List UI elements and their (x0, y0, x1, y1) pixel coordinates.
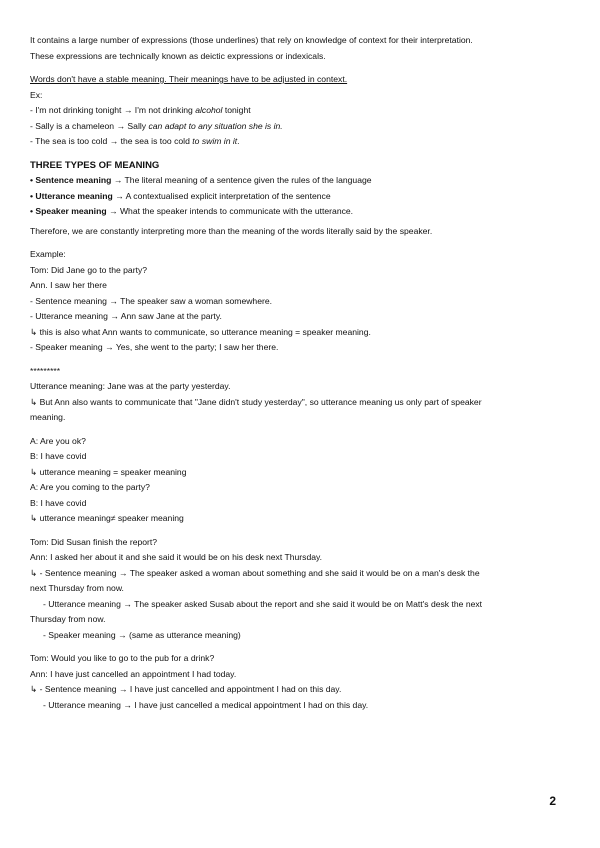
note-line: ↳ But Ann also wants to communicate that "Jane didn't study yesterday", so utterance meaning us only part of speaker (30, 396, 482, 407)
separator: ********* (30, 365, 61, 376)
dialogue-line: ↳ utterance meaning = speaker meaning (30, 466, 187, 477)
dialogue-line: - Utterance meaning → The speaker asked Susab about the report and she said it would be on Matt's desk the next (43, 598, 483, 609)
dialogue-line: A: Are you coming to the party? (30, 482, 150, 492)
dialogue-line: Ann: I have just cancelled an appointment I had today. (30, 668, 237, 679)
example-line: - I'm not drinking tonight → I'm not drinking alcohol tonight (30, 105, 251, 115)
example-line: ↳ this is also what Ann wants to communicate, so utterance meaning = speaker meaning. (30, 326, 371, 337)
dialogue-line: Tom: Would you like to go to the pub for a drink? (30, 653, 215, 663)
intro-line-2: These expressions are technically known as deictic expressions or indexicals. (30, 50, 326, 61)
note-line: Utterance meaning: Jane was at the party yesterday. (30, 381, 231, 391)
example-line: Ann. I saw her there (30, 280, 107, 290)
example-label: Example: (30, 249, 66, 259)
therefore-line: Therefore, we are constantly interpreting more than the meaning of the words literally said by the speaker. (30, 225, 433, 236)
dialogue-line: ↳ utterance meaning≠ speaker meaning (30, 513, 184, 523)
document-page (30, 33, 575, 713)
dialogue-line: B: I have covid (30, 451, 87, 461)
dialogue-line: next Thursday from now. (30, 583, 124, 593)
dialogue-line: ↳ - Sentence meaning → I have just cancelled and appointment I had on this day. (30, 684, 342, 694)
dialogue-line: ↳ - Sentence meaning → The speaker asked a woman about something and she said it would be on a man's desk the (30, 567, 480, 578)
intro-line-1: It contains a large number of expressions (those underlines) that rely on knowledge of context for their interpretation. (30, 35, 473, 45)
example-line: - Sally is a chameleon → Sally can adapt to any situation she is in. (30, 120, 283, 131)
example-line: - Utterance meaning → Ann saw Jane at the party. (30, 311, 222, 321)
dialogue-line: - Utterance meaning → I have just cancelled a medical appointment I had on this day. (43, 699, 369, 710)
dialogue-line: Ann: I asked her about it and she said it would be on his desk next Thursday. (30, 552, 323, 562)
dialogue-line: Thursday from now. (30, 614, 106, 624)
words-statement: Words don't have a stable meaning. Their meanings have to be adjusted in context. (30, 74, 348, 84)
example-line: Tom: Did Jane go to the party? (30, 264, 148, 275)
meaning-type-item: • Sentence meaning → The literal meaning of a sentence given the rules of the language (30, 175, 372, 185)
note-line: meaning. (30, 412, 66, 422)
page-number: 2 (549, 794, 556, 808)
example-line: - Speaker meaning → Yes, she went to the party; I saw her there. (30, 342, 279, 352)
example-line: - The sea is too cold → the sea is too cold to swim in it. (30, 136, 240, 146)
example-line: - Sentence meaning → The speaker saw a woman somewhere. (30, 295, 273, 306)
dialogue-line: - Speaker meaning → (same as utterance meaning) (43, 629, 241, 640)
dialogue-line: A: Are you ok? (30, 435, 86, 446)
dialogue-line: B: I have covid (30, 497, 87, 508)
meaning-type-item: • Speaker meaning → What the speaker intends to communicate with the utterance. (30, 206, 354, 216)
section-heading: THREE TYPES OF MEANING (30, 159, 160, 171)
ex-label: Ex: (30, 89, 43, 100)
meaning-type-item: • Utterance meaning → A contextualised explicit interpretation of the sentence (30, 190, 331, 201)
dialogue-line: Tom: Did Susan finish the report? (30, 536, 158, 547)
